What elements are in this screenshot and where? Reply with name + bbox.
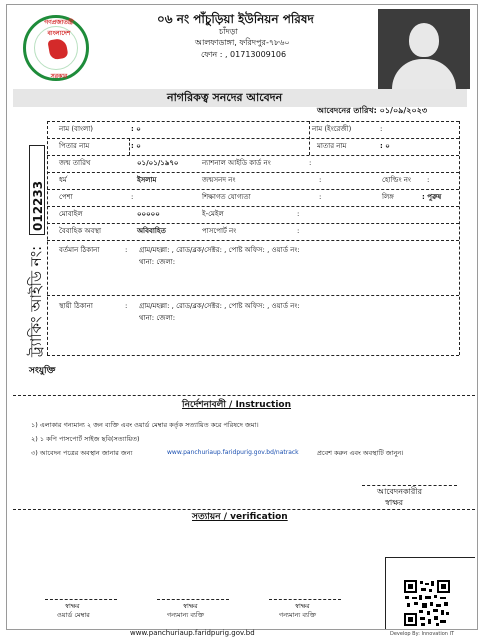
tracking-link[interactable]: www.panchuriaup.faridpurig.gov.bd/natrack	[167, 449, 299, 456]
holding-label: হোল্ডিং নং	[382, 176, 411, 184]
gender-label: লিঙ্গ	[382, 193, 394, 201]
passport-label: পাসপোর্ট নং	[202, 227, 237, 235]
respected-person-2-signature: স্বাক্ষর	[295, 602, 310, 610]
holding-value: :	[427, 176, 430, 184]
application-form	[6, 4, 478, 630]
dob-value: ০১/০১/১৯৭০	[137, 159, 179, 167]
verification-heading: সত্যায়ন / verification	[192, 512, 288, 522]
seal-top-text: গণপ্রজাতন্ত্রী বাংলাদেশ	[44, 19, 74, 37]
email-label: ই-মেইল	[202, 210, 224, 218]
education-label: শিক্ষাগত যোগ্যতা	[202, 193, 251, 201]
respected-person-1-label: গন্যমান্য ব্যক্তি	[167, 611, 205, 619]
footer-website[interactable]: www.panchuriaup.faridpurig.gov.bd	[130, 629, 255, 637]
seal-bottom-text: সরকার	[50, 73, 68, 80]
map-icon	[47, 38, 68, 61]
tracking-id-label: ট্র্যাকিং আইডি নং:	[27, 245, 45, 357]
mobile-value: ০০০০০	[137, 210, 160, 218]
union-title: ০৬ নং পাঁচুড়িয়া ইউনিয়ন পরিষদ	[157, 12, 314, 26]
email-value: :	[297, 210, 300, 218]
instruction-heading: নির্দেশনাবলী / Instruction	[182, 400, 292, 410]
instruction-item-2: ২) ১ কপি পাসপোর্ট সাইজ ছবি(সত্যায়িত)	[31, 435, 140, 443]
marital-value: অবিবাহিত	[137, 227, 166, 235]
present-address-label: বর্তমান ঠিকানা	[59, 246, 100, 254]
mobile-label: মোবাইল	[59, 210, 83, 218]
present-address-line2: থানা: জেলা:	[139, 258, 176, 266]
name-bn-value: : ০	[131, 125, 141, 133]
father-label: পিতার নাম	[59, 142, 90, 150]
permanent-address-line2: থানা: জেলা:	[139, 314, 176, 322]
permanent-address-label: স্থায়ী ঠিকানা	[59, 302, 93, 310]
respected-person-2-label: গন্যমান্য ব্যক্তি	[279, 611, 317, 619]
nid-label: ন্যাশনাল আইডি কার্ড নং	[202, 159, 271, 167]
occupation-value: :	[131, 193, 134, 201]
name-en-value: :	[380, 125, 383, 133]
passport-value: :	[297, 227, 300, 235]
instruction-item-3-suffix: প্রবেশ করুন এবং অবস্থাটি জানুন।	[317, 449, 404, 457]
permanent-address-line1: গ্রাম/মহল্লা: , রোড/ব্লক/সেক্টর: , পোষ্ট অফিস: , ওয়ার্ড নং:	[139, 302, 300, 310]
present-address-line1: গ্রাম/মহল্লা: , রোড/ব্লক/সেক্টর: , পোষ্ট অফিস: , ওয়ার্ড নং:	[139, 246, 300, 254]
dob-label: জন্ম তারিখ	[59, 159, 91, 167]
qr-code	[403, 579, 451, 627]
education-value: :	[319, 193, 322, 201]
occupation-label: পেশা	[59, 193, 73, 201]
name-bn-label: নাম (বাংলা)	[59, 125, 93, 133]
avatar-icon	[409, 23, 439, 57]
applicant-signature-label: আবেদনকারীর	[377, 487, 422, 496]
ward-member-signature: স্বাক্ষর	[65, 602, 80, 610]
qr-code-icon	[403, 579, 451, 627]
applicant-photo	[378, 9, 470, 89]
form-title: নাগরিকত্ব সনদের আবেদন	[167, 91, 283, 104]
name-en-label: নাম (ইংরেজী)	[312, 125, 352, 133]
birth-reg-value: :	[319, 176, 322, 184]
village-name: চাঁদড়া	[219, 27, 238, 36]
footer-credit: Develop By: Innovation IT	[390, 631, 455, 637]
father-value: : ০	[131, 142, 141, 150]
religion-value: ইসলাম	[137, 176, 157, 184]
instruction-item-1: ১) এলাকার গন্যমান্য ২ জন ব্যক্তি এবং ওয়ার্ড মেম্বার কর্তৃক সত্যায়িত করে পরিষদে জমা।	[31, 421, 259, 429]
applicant-signature-sub: স্বাক্ষর	[385, 498, 404, 507]
tracking-number: 012233	[31, 180, 45, 231]
attachment-label: সংযুক্তি	[29, 366, 56, 376]
respected-person-1-signature: স্বাক্ষর	[183, 602, 198, 610]
marital-label: বৈবাহিক অবস্থা	[59, 227, 102, 235]
birth-reg-label: জন্মসনদ নং	[202, 176, 236, 184]
instruction-item-3: ৩) আবেদন পত্রের অবস্থান জানার জন্য	[31, 449, 133, 457]
application-date: আবেদনের তারিখ: ০১/০৯/২০২৩	[317, 106, 428, 115]
mother-label: মাতার নাম	[317, 142, 347, 150]
permanent-address-colon: :	[125, 302, 128, 310]
mother-value: : ০	[380, 142, 390, 150]
bangladesh-government-seal	[23, 15, 89, 81]
address-text: আলফাডাঙ্গা, ফরিদপুর-৭৮৬০	[195, 38, 290, 47]
phone-text: ফোন : , 01713009106	[201, 50, 287, 59]
gender-value: : পুরুষ	[422, 193, 442, 201]
present-address-colon: :	[125, 246, 128, 254]
religion-label: ধর্ম	[59, 176, 67, 184]
nid-value: :	[309, 159, 312, 167]
ward-member-label: ওয়ার্ড মেম্বার	[57, 611, 90, 619]
